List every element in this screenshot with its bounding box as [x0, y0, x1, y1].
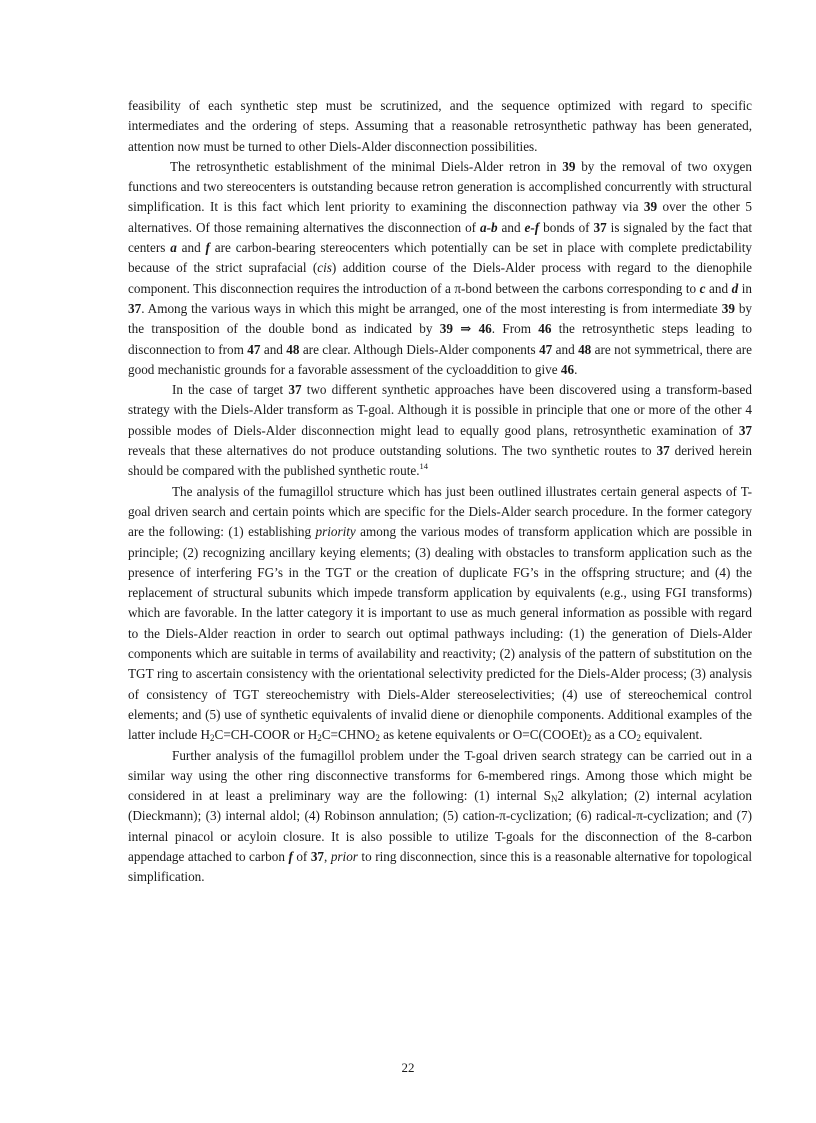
paragraph-4: The analysis of the fumagillol structure which has just been outlined illustrates certain general aspects of T-goal driven search and certain points which are specific for the Diels-Alder search procedure. In the former category are the following: (1) establishing priority among the various modes of transform application which are possible in principle; (2) recognizing ancillary keying elements; (3) dealing with obstacles to transform application such as the presence of interfering FG’s in the TGT or the creation of duplicate FG’s in the offspring structure; and (4) the replacement of structural subunits which impede transform application by equivalents (e.g., using FGI transforms) which are favorable. In the latter category it is important to use as much general information as possible with regard to the Diels-Alder reaction in order to search out optimal pathways including: (1) the generation of Diels-Alder components which are suitable in terms of availability and reactivity; (2) analysis of the pattern of substitution on the TGT ring to ascertain consistency with the orientational selectivity predicted for the Diels-Alder process; (3) analysis of consistency of TGT stereochemistry with Diels-Alder stereoselectivities; (4) use of stereochemical control elements; and (5) use of synthetic equivalents of invalid diene or dienophile components. Additional examples of the latter include $H_2C=CH$-COOR or $H_2C=CHNO_2$ as ketene equivalents or $O=C(COOEt)_2$ as a $CO_2$ equivalent.: [128, 483, 752, 744]
footnote-ref-14: 14: [419, 461, 429, 472]
paragraph-2: The retrosynthetic establishment of the minimal Diels-Alder retron in 39 by the removal of two oxygen functions and two stereocenters is outstanding because retron generation is accomplished concurrently with structural simplification. It is this fact which lent priority to examining the disconnection pathway via 39 over the other 5 alternatives. Of those remaining alternatives the disconnection of a-b and e-f bonds of 37 is signaled by the fact that centers a and f are carbon-bearing stereocenters which potentially can be set in place with complete predictability because of the strict suprafacial (cis) addition course of the Diels-Alder process with regard to the dienophile component. This disconnection requires the introduction of a π-bond between the carbons corresponding to c and d in 37. Among the various ways in which this might be arranged, one of the most interesting is from intermediate 39 by the transposition of the double bond as indicated by 39 ⇒ 46. From 46 the retrosynthetic steps leading to disconnection to from 47 and 48 are clear. Although Diels-Alder components 47 and 48 are not symmetrical, there are good mechanistic grounds for a favorable assessment of the cycloaddition to give 46.: [128, 158, 753, 377]
paragraph-5: Further analysis of the fumagillol problem under the T-goal driven search strategy can be carried out in a similar way using the other ring disconnective transforms for 6-membered rings. Among those which might be considered in at least a preliminary way are the following: (1) internal $S_N2$ alkylation; (2) internal acylation (Dieckmann); (3) internal aldol; (4) Robinson annulation; (5) cation-π-cyclization; (6) radical-π-cyclization; and (7) internal pinacol or acyloin closure. It is also possible to utilize T-goals for the disconnection of the 8-carbon appendage attached to carbon f of 37, prior to ring disconnection, since this is a reasonable alternative for topological simplification.: [128, 747, 752, 885]
paragraph-3: In the case of target 37 two different synthetic approaches have been discovered using a transform-based strategy with the Diels-Alder transform as T-goal. Although it is possible in principle that one or more of the other 4 possible modes of Diels-Alder disconnection might lead to equally good plans, retrosynthetic examination of 37 reveals that these alternatives do not produce outstanding solutions. The two synthetic routes to 37 derived herein should be compared with the published synthetic route.$^{14}$: [128, 382, 752, 479]
page-number: 22: [401, 1060, 415, 1075]
document-body: [128, 96, 752, 888]
paragraph-1: feasibility of each synthetic step must be scrutinized, and the sequence optimized with regard to specific intermediates and the ordering of steps. Assuming that a reasonable retrosynthetic pathway has been generated, attention now must be turned to other Diels-Alder disconnection possibilities.: [128, 98, 752, 154]
